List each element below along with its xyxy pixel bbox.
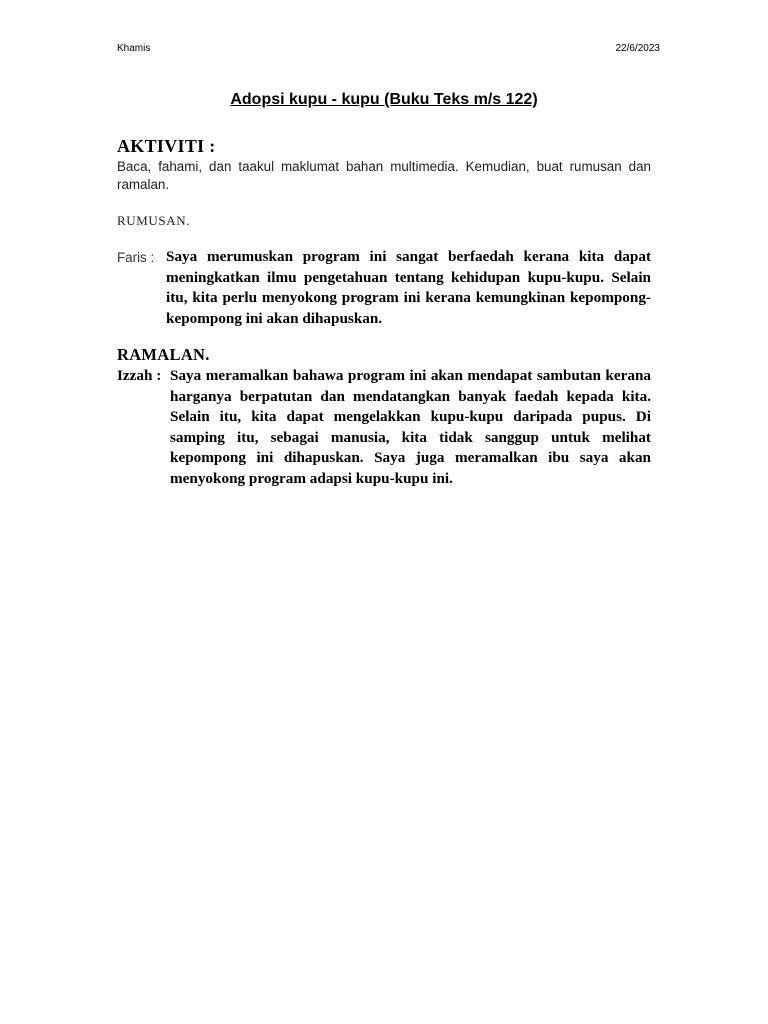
document-title: Adopsi kupu - kupu (Buku Teks m/s 122) bbox=[230, 91, 538, 108]
header-date: 22/6/2023 bbox=[615, 43, 660, 54]
header-day: Khamis bbox=[117, 43, 151, 54]
rumusan-text: Saya merumuskan program ini sangat berfaedah kerana kita dapat meningkatkan ilmu pengetahuan tentang kehidupan kupu-kupu. Selain itu, kita perlu menyokong program ini kerana kemungkinan kepompong-kepompong ini akan dihapuskan. bbox=[166, 248, 651, 327]
aktiviti-heading: AKTIVITI : bbox=[117, 136, 216, 156]
aktiviti-instructions: Baca, fahami, dan taakul maklumat bahan multimedia. Kemudian, buat rumusan dan ramalan. bbox=[117, 159, 651, 192]
page-header bbox=[117, 43, 660, 57]
rumusan-entry bbox=[117, 247, 651, 329]
ramalan-text: Saya meramalkan bahawa program ini akan mendapat sambutan kerana harganya berpatutan dan mendatangkan banyak faedah kepada kita. Selain itu, kita dapat mengelakkan kupu-kupu daripada pupus. Di samping itu, sebagai manusia, kita tidak sanggup untuk melihat kepompong ini dihapuskan. Saya juga meramalkan ibu saya akan menyokong program adapsi kupu-kupu ini. bbox=[170, 367, 651, 487]
ramalan-heading: RAMALAN. bbox=[117, 345, 210, 364]
rumusan-heading: RUMUSAN. bbox=[117, 213, 191, 228]
ramalan-entry bbox=[117, 366, 651, 489]
speaker-izzah: Izzah : bbox=[117, 367, 162, 384]
speaker-faris: Faris : bbox=[117, 250, 155, 265]
